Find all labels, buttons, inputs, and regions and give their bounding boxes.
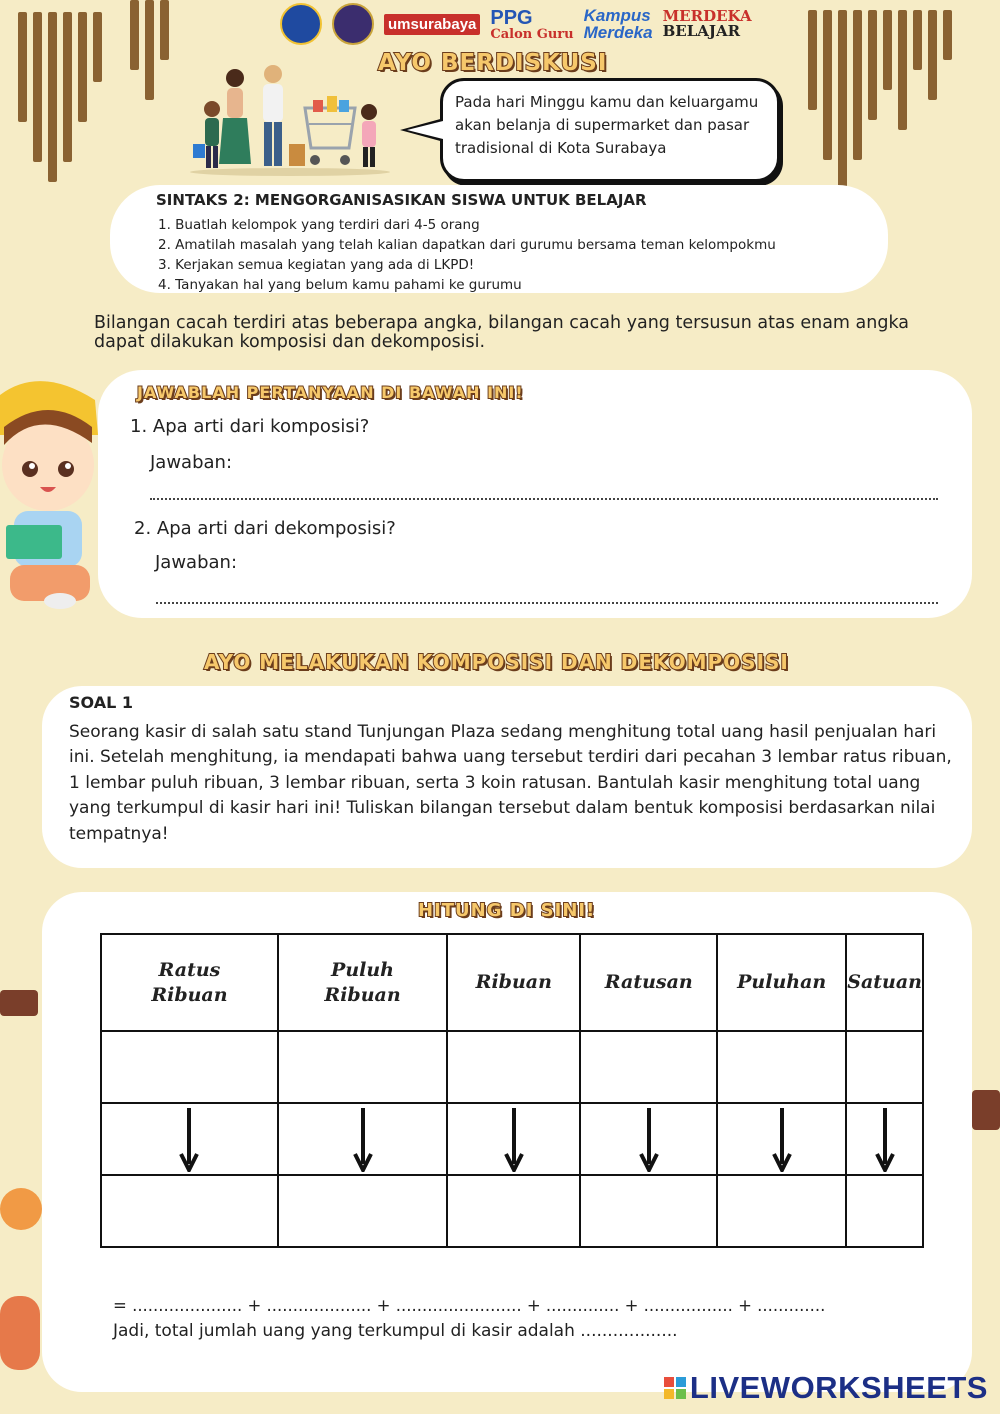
decor-bars-left — [18, 12, 108, 182]
table-header-row — [101, 934, 923, 1031]
university-seal — [332, 3, 374, 45]
table-row-arrows — [101, 1103, 923, 1175]
input-cell-puluhan[interactable] — [717, 1031, 846, 1103]
list-item: 4. Tanyakan hal yang belum kamu pahami ke gurumu — [158, 277, 522, 293]
kemendikbud-logo — [280, 3, 322, 45]
result-cell-satuan[interactable] — [846, 1175, 923, 1247]
decor-hammer-right — [972, 1090, 1000, 1130]
merdeka-belajar-logo: MERDEKA BELAJAR — [662, 7, 752, 40]
arrow-down-icon — [639, 1106, 659, 1172]
input-cell-ratusan[interactable] — [580, 1031, 717, 1103]
sintaks-title: SINTAKS 2: MENGORGANISASIKAN SISWA UNTUK BELAJAR — [156, 191, 647, 209]
questions-title: JAWABLAH PERTANYAAN DI BAWAH INI! — [137, 383, 524, 402]
arrow-down-icon — [875, 1106, 895, 1172]
arrow-down-icon — [353, 1106, 373, 1172]
sintaks-list — [158, 215, 776, 295]
arrow-cell — [447, 1103, 580, 1175]
equation-line[interactable]: = ..................... + .................... + ........................ + .............. + ................. + ............. — [113, 1296, 826, 1315]
decor-hammer-left — [0, 990, 38, 1016]
answer-label-1: Jawaban: — [150, 452, 233, 473]
result-cell-puluhan[interactable] — [717, 1175, 846, 1247]
result-cell-ratus-ribuan[interactable] — [101, 1175, 278, 1247]
table-row-input — [101, 1031, 923, 1103]
section2-title: AYO MELAKUKAN KOMPOSISI DAN DEKOMPOSISI — [204, 650, 789, 674]
col-header-ribuan: Ribuan — [447, 934, 580, 1031]
col-header-ratus-ribuan: Ratus Ribuan — [101, 934, 278, 1031]
list-item: 1. Buatlah kelompok yang terdiri dari 4-5 orang — [158, 217, 480, 233]
col-header-satuan: Satuan — [846, 934, 923, 1031]
family-shopping-illustration — [185, 64, 395, 176]
intro-paragraph: Bilangan cacah terdiri atas beberapa angka, bilangan cacah yang tersusun atas enam angka dapat dilakukan komposisi dan dekomposisi. — [94, 313, 910, 352]
result-cell-ribuan[interactable] — [447, 1175, 580, 1247]
input-cell-ratus-ribuan[interactable] — [101, 1031, 278, 1103]
soal-label: SOAL 1 — [69, 693, 133, 712]
arrow-cell — [717, 1103, 846, 1175]
soal-text: Seorang kasir di salah satu stand Tunjungan Plaza sedang menghitung total uang hasil penjualan hari ini. Setelah menghitung, ia mendapati bahwa uang tersebut terdiri dari pecahan 3 lembar ratus ribuan, 1 lembar puluh ribuan, 3 lembar ribuan, serta 3 koin ratusan. Bantulah kasir menghitung total uang yang terkumpul di kasir hari ini! Tuliskan bilangan tersebut dalam bentuk komposisi berdasarkan nilai tempatnya! — [69, 722, 952, 844]
input-cell-ribuan[interactable] — [447, 1031, 580, 1103]
ppg-logo: PPG Calon Guru — [490, 6, 574, 42]
logo-row — [280, 4, 752, 44]
arrow-down-icon — [179, 1106, 199, 1172]
kampus-merdeka-logo: Kampus Merdeka — [583, 6, 653, 42]
input-cell-satuan[interactable] — [846, 1031, 923, 1103]
hitung-title: HITUNG DI SINI! — [418, 900, 596, 921]
col-header-ratusan: Ratusan — [580, 934, 717, 1031]
questions-card — [98, 370, 972, 618]
decor-bars-left-2 — [130, 0, 175, 100]
place-value-table — [100, 933, 924, 1248]
answer-label-2: Jawaban: — [155, 552, 238, 573]
speech-bubble: Pada hari Minggu kamu dan keluargamu akan belanja di supermarket dan pasar tradisional di Kota Surabaya — [440, 78, 780, 182]
result-cell-ratusan[interactable] — [580, 1175, 717, 1247]
arrow-cell — [580, 1103, 717, 1175]
list-item: 2. Amatilah masalah yang telah kalian dapatkan dari gurumu bersama teman kelompokmu — [158, 237, 776, 253]
umsurabaya-logo: umsurabaya — [384, 14, 480, 35]
liveworksheets-watermark: LIVEWORKSHEETS — [664, 1370, 988, 1406]
decor-child-left-2 — [0, 1296, 40, 1370]
decor-child-left — [0, 1188, 42, 1230]
table-row-result — [101, 1175, 923, 1247]
speech-tail-inner — [407, 121, 443, 139]
col-header-puluhan: Puluhan — [717, 934, 846, 1031]
arrow-down-icon — [772, 1106, 792, 1172]
answer-line-1[interactable] — [150, 498, 938, 500]
conclusion-line[interactable]: Jadi, total jumlah uang yang terkumpul di kasir adalah .................. — [113, 1321, 678, 1341]
sintaks-card — [110, 185, 888, 293]
diskusi-title: AYO BERDISKUSI — [378, 50, 608, 76]
answer-line-2[interactable] — [156, 602, 938, 604]
arrow-cell — [278, 1103, 447, 1175]
decor-bars-right — [808, 10, 958, 190]
col-header-puluh-ribuan: Puluh Ribuan — [278, 934, 447, 1031]
list-item: 3. Kerjakan semua kegiatan yang ada di LKPD! — [158, 257, 475, 273]
arrow-cell — [101, 1103, 278, 1175]
arrow-down-icon — [504, 1106, 524, 1172]
arrow-cell — [846, 1103, 923, 1175]
child-reading-illustration — [0, 365, 110, 610]
question-1: 1. Apa arti dari komposisi? — [130, 416, 370, 437]
input-cell-puluh-ribuan[interactable] — [278, 1031, 447, 1103]
liveworksheets-icon — [664, 1377, 686, 1399]
question-2: 2. Apa arti dari dekomposisi? — [134, 518, 396, 539]
soal-card — [42, 686, 972, 868]
result-cell-puluh-ribuan[interactable] — [278, 1175, 447, 1247]
